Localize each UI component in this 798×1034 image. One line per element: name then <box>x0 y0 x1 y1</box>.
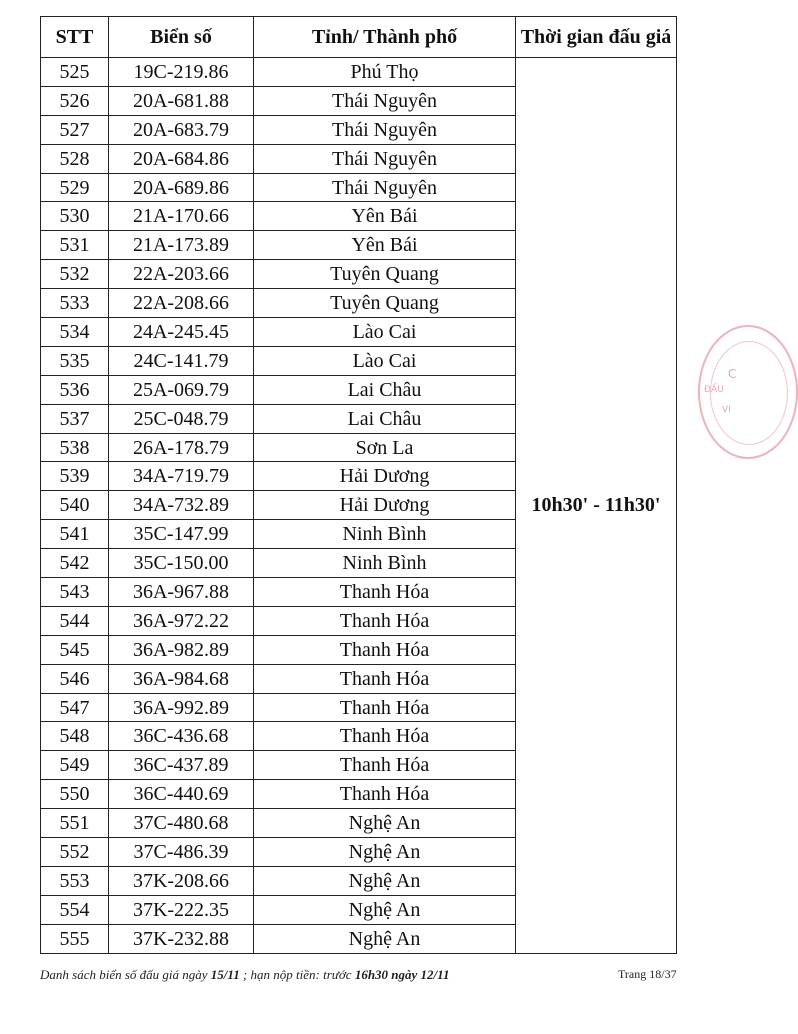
row-plate: 21A-173.89 <box>109 231 254 260</box>
row-stt: 536 <box>41 375 109 404</box>
row-stt: 531 <box>41 231 109 260</box>
row-plate: 36A-967.88 <box>109 578 254 607</box>
auction-time-slot: 10h30' - 11h30' <box>516 58 677 954</box>
row-plate: 26A-178.79 <box>109 433 254 462</box>
row-stt: 547 <box>41 693 109 722</box>
row-province: Phú Thọ <box>254 58 516 87</box>
row-province: Nghệ An <box>254 866 516 895</box>
page-number: Trang 18/37 <box>618 967 677 981</box>
row-stt: 551 <box>41 809 109 838</box>
row-plate: 24A-245.45 <box>109 318 254 347</box>
row-province: Tuyên Quang <box>254 260 516 289</box>
table-body <box>41 58 677 954</box>
auction-plate-table <box>40 16 677 954</box>
row-stt: 535 <box>41 346 109 375</box>
row-plate: 37C-486.39 <box>109 838 254 867</box>
row-plate: 37K-208.66 <box>109 866 254 895</box>
table-row <box>41 58 677 87</box>
row-province: Nghệ An <box>254 924 516 953</box>
row-plate: 25C-048.79 <box>109 404 254 433</box>
row-province: Thái Nguyên <box>254 173 516 202</box>
row-province: Thái Nguyên <box>254 115 516 144</box>
header-plate: Biển số <box>109 17 254 58</box>
row-plate: 37K-222.35 <box>109 895 254 924</box>
row-plate: 19C-219.86 <box>109 58 254 87</box>
row-stt: 525 <box>41 58 109 87</box>
row-stt: 541 <box>41 520 109 549</box>
row-province: Thanh Hóa <box>254 664 516 693</box>
row-plate: 36A-984.68 <box>109 664 254 693</box>
row-stt: 529 <box>41 173 109 202</box>
row-stt: 534 <box>41 318 109 347</box>
row-stt: 537 <box>41 404 109 433</box>
footer-auction-date: 15/11 <box>210 967 240 982</box>
row-province: Nghệ An <box>254 838 516 867</box>
row-province: Yên Bái <box>254 231 516 260</box>
row-stt: 554 <box>41 895 109 924</box>
footer-deadline: 16h30 ngày 12/11 <box>354 967 450 982</box>
row-province: Nghệ An <box>254 809 516 838</box>
row-province: Lào Cai <box>254 346 516 375</box>
row-stt: 543 <box>41 578 109 607</box>
row-plate: 21A-170.66 <box>109 202 254 231</box>
row-plate: 37K-232.88 <box>109 924 254 953</box>
seal-text-fragment: ĐẤU <box>704 385 724 395</box>
row-province: Lai Châu <box>254 404 516 433</box>
seal-text-fragment: C <box>728 367 737 381</box>
row-stt: 546 <box>41 664 109 693</box>
row-plate: 36C-436.68 <box>109 722 254 751</box>
row-stt: 542 <box>41 549 109 578</box>
row-province: Lai Châu <box>254 375 516 404</box>
row-plate: 36A-982.89 <box>109 635 254 664</box>
row-province: Ninh Bình <box>254 520 516 549</box>
row-plate: 24C-141.79 <box>109 346 254 375</box>
row-stt: 528 <box>41 144 109 173</box>
row-stt: 552 <box>41 838 109 867</box>
footer-middle: ; hạn nộp tiền: trước <box>239 967 355 982</box>
row-stt: 540 <box>41 491 109 520</box>
row-stt: 532 <box>41 260 109 289</box>
row-plate: 36A-992.89 <box>109 693 254 722</box>
row-plate: 36A-972.22 <box>109 606 254 635</box>
row-plate: 20A-684.86 <box>109 144 254 173</box>
row-province: Tuyên Quang <box>254 289 516 318</box>
footer-note <box>40 967 449 983</box>
header-province: Tỉnh/ Thành phố <box>254 17 516 58</box>
row-plate: 37C-480.68 <box>109 809 254 838</box>
row-plate: 36C-440.69 <box>109 780 254 809</box>
row-stt: 545 <box>41 635 109 664</box>
row-stt: 553 <box>41 866 109 895</box>
row-province: Lào Cai <box>254 318 516 347</box>
row-plate: 34A-719.79 <box>109 462 254 491</box>
row-stt: 539 <box>41 462 109 491</box>
table-header-row <box>41 17 677 58</box>
row-province: Thanh Hóa <box>254 722 516 751</box>
row-province: Hải Dương <box>254 462 516 491</box>
row-stt: 527 <box>41 115 109 144</box>
row-plate: 22A-208.66 <box>109 289 254 318</box>
row-province: Thanh Hóa <box>254 780 516 809</box>
row-plate: 35C-147.99 <box>109 520 254 549</box>
row-plate: 20A-681.88 <box>109 86 254 115</box>
row-plate: 34A-732.89 <box>109 491 254 520</box>
row-province: Thanh Hóa <box>254 606 516 635</box>
row-plate: 25A-069.79 <box>109 375 254 404</box>
row-province: Yên Bái <box>254 202 516 231</box>
row-province: Nghệ An <box>254 895 516 924</box>
row-stt: 548 <box>41 722 109 751</box>
row-stt: 530 <box>41 202 109 231</box>
row-province: Thanh Hóa <box>254 635 516 664</box>
row-plate: 22A-203.66 <box>109 260 254 289</box>
row-plate: 20A-689.86 <box>109 173 254 202</box>
row-plate: 36C-437.89 <box>109 751 254 780</box>
row-province: Hải Dương <box>254 491 516 520</box>
header-stt: STT <box>41 17 109 58</box>
row-stt: 538 <box>41 433 109 462</box>
red-seal-stamp <box>698 325 798 459</box>
row-stt: 533 <box>41 289 109 318</box>
row-stt: 549 <box>41 751 109 780</box>
header-auction-time: Thời gian đấu giá <box>516 17 677 58</box>
row-province: Sơn La <box>254 433 516 462</box>
row-plate: 20A-683.79 <box>109 115 254 144</box>
row-stt: 544 <box>41 606 109 635</box>
row-province: Thanh Hóa <box>254 751 516 780</box>
row-province: Thái Nguyên <box>254 86 516 115</box>
row-province: Ninh Bình <box>254 549 516 578</box>
footer-prefix: Danh sách biển số đấu giá ngày <box>40 967 211 982</box>
seal-text-fragment: VI <box>722 405 731 415</box>
row-plate: 35C-150.00 <box>109 549 254 578</box>
row-province: Thanh Hóa <box>254 578 516 607</box>
row-province: Thanh Hóa <box>254 693 516 722</box>
row-stt: 555 <box>41 924 109 953</box>
row-stt: 526 <box>41 86 109 115</box>
row-province: Thái Nguyên <box>254 144 516 173</box>
row-stt: 550 <box>41 780 109 809</box>
